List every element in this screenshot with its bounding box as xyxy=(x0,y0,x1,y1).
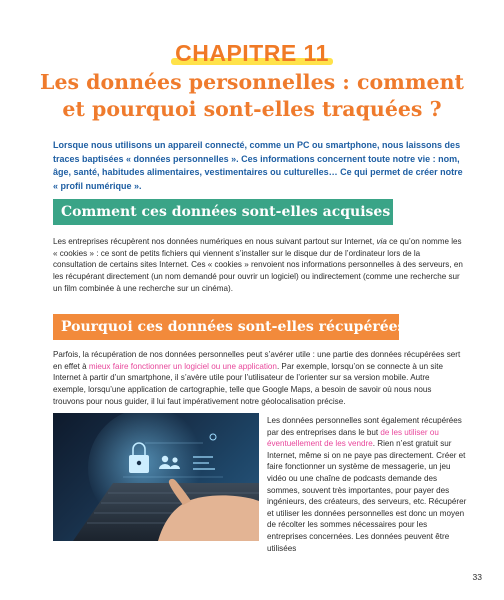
paragraph-cookies xyxy=(53,236,463,295)
section-heading-purpose-text: Pourquoi ces données sont-elles récupérées ? xyxy=(61,319,419,335)
chapter-header xyxy=(0,40,504,67)
paragraph-monetization-part2: . Rien n’est gratuit sur Internet, même si on ne paye pas directement. Créer et faire fonctionner un système de messagerie, un jeu vidéo ou une chaîne de podcasts demande des sommes, souvent très importantes, pour payer des ingénieurs, des créateurs, des serveurs, etc. Récupérer et utiliser les données personnelles est donc un moyen de récolter les sommes nécessaires pour les entreprises concernées. Les données peuvent être utilisées xyxy=(267,439,467,553)
chapter-label-text: CHAPITRE 11 xyxy=(175,40,329,66)
paragraph-cookies-via: via xyxy=(376,237,387,246)
paragraph-usefulness-highlight: mieux faire fonctionner un logiciel ou une application xyxy=(88,361,277,371)
paragraph-cookies-part1: Les entreprises récupèrent nos données numériques en nous suivant partout sur Internet, xyxy=(53,237,377,246)
page-number: 33 xyxy=(472,572,482,582)
intro-paragraph: Lorsque nous utilisons un appareil connecté, comme un PC ou smartphone, nous laissons des traces baptisées « données personnelles ». Ces informations concernent toute notre vie : nom, âge, santé, habitudes alimentaires, vestimentaires ou culturelles… Ce qui permet de créer notre « profil numérique ». xyxy=(53,140,463,191)
laptop-security-illustration xyxy=(53,413,259,541)
section-heading-purpose xyxy=(53,314,419,340)
laptop-security-photo xyxy=(53,413,259,541)
paragraph-cookies-part2: ce qu’on nomme les « cookies » : ce sont de petits fichiers qui viennent s’installer sur le disque dur de l’ordinateur lors de la consultation de certains sites Internet. Ces « cookies » renvoient nos informations personnelles à des serveurs, en les récupérant directement (un nom demandé pour ouvrir un logiciel) ou indirectement (comme une recherche sur un film combinée à une recherche sur un cinéma). xyxy=(53,237,463,293)
chapter-label xyxy=(175,40,329,67)
paragraph-usefulness xyxy=(53,349,463,408)
title-line-1: Les données personnelles : comment xyxy=(40,70,464,94)
section-heading-acquisition-text: Comment ces données sont-elles acquises ? xyxy=(61,204,404,220)
paragraph-monetization-highlight: de les utiliser ou éventuellement de les vendre xyxy=(267,427,439,449)
paragraph-usefulness-part2: . Par exemple, lorsqu’on se connecte à un site Internet à partir d’un smartphone, il s’avère utile pour l’utilisateur de l’orienter sur sa version mobile. Autre exemple, lorsqu’une application de cartographie, telle que Google Maps, a besoin de savoir où nous nous trouvons pour nous guider, il lui faut impérativement notre géolocalisation précise. xyxy=(53,361,443,406)
section-heading-acquisition xyxy=(53,199,404,225)
paragraph-usefulness-part1: Parfois, la récupération de nos données personnelles peut s’avérer utile : une partie des données récupérées sert en effet à xyxy=(53,350,461,371)
paragraph-monetization xyxy=(267,415,467,554)
page-title xyxy=(40,69,464,123)
paragraph-monetization-part1: Les données personnelles sont également récupérées par des entreprises dans le but xyxy=(267,416,462,437)
title-line-2: et pourquoi sont-elles traquées ? xyxy=(62,97,442,121)
